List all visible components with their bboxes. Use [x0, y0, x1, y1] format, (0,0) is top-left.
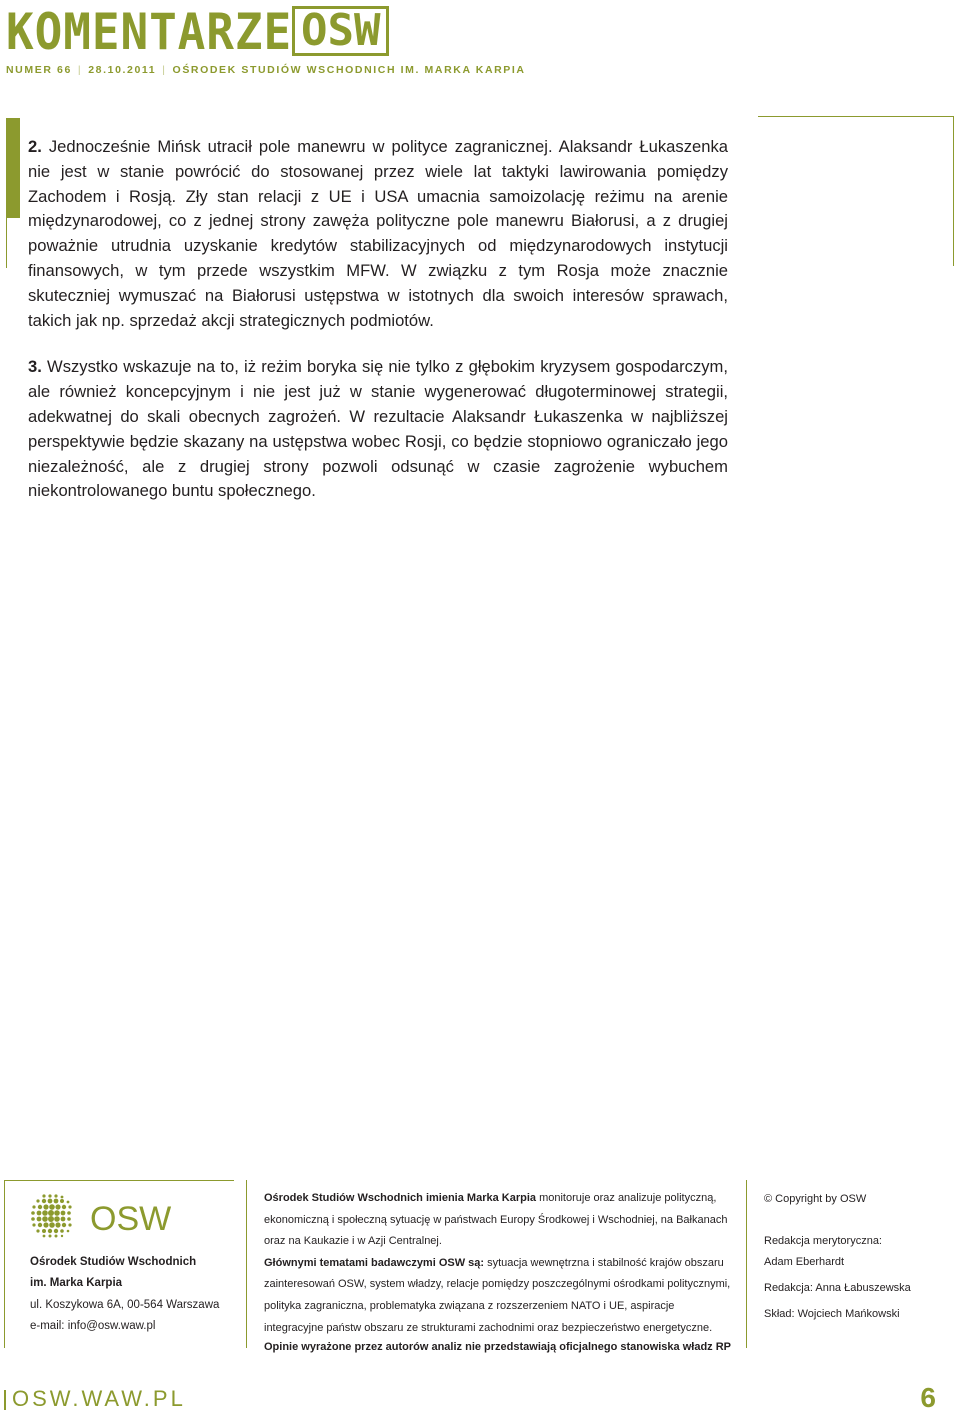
separator: |: [77, 64, 83, 76]
page-number: 6: [920, 1382, 936, 1413]
address-name-2: im. Marka Karpia: [30, 1277, 123, 1290]
redakcja-name: Adam Eberhardt: [764, 1256, 845, 1268]
corner-mark-bar: [6, 118, 20, 218]
masthead-title: [6, 3, 386, 61]
paragraph-number: 3.: [28, 357, 42, 377]
footer-about-text: [264, 1188, 734, 1339]
footer-disclaimer: Opinie wyrażone przez autorów analiz nie przedstawiają oficjalnego stanowiska władz RP: [264, 1341, 732, 1353]
paragraph-text: Wszystko wskazuje na to, iż reżim boryka się nie tylko z głębokim kryzysem gospodarczym, ale również koncepcyjnym i nie jest już w stanie wygenerować długoterminowej strategii, adekwatnej do skali obecnych zagrożeń. W rezultacie Alaksandr Łukaszenka w najbliższej perspektywie będzie skazany na ustępstwa wobec Rosji, co będzie stopniowo ograniczało jego niezależność, ale z drugiej strony pozwoli odsunąć w czasie zagrożenie wybuchem niekontrolowanego buntu społecznego.: [28, 357, 728, 501]
footer-credits: [764, 1189, 911, 1325]
about-topics-rest: sytuacja wewnętrzna i stabilność krajów obszaru zainteresowań OSW, system władzy, relacje pomiędzy poszczególnymi ośrodkami politycznymi, polityka zagraniczna, problematyka związana z rozszerzeniem NATO i UE, aspiracje integracyjne państw obszaru ze strukturami zachodnimi oraz bezpieczeństwo energetyczne.: [264, 1256, 731, 1334]
footer-address: [30, 1252, 219, 1338]
paragraph-number: 2.: [28, 137, 42, 156]
redakcja-label: Redakcja merytoryczna:: [764, 1235, 882, 1247]
logo-text: OSW: [90, 1200, 172, 1238]
redakcja-2: Redakcja: Anna Łabuszewska: [764, 1282, 911, 1294]
about-topics: [264, 1253, 734, 1339]
address-email[interactable]: e-mail: info@osw.waw.pl: [30, 1320, 156, 1333]
masthead-title-box: OSW: [292, 6, 389, 56]
about-lead-rest: monitoruje oraz analizuje polityczną, ekonomiczną i społeczną sytuację w państwach Europy Środkowej i Wschodniej, na Bałkanach oraz na Kaukazie i w Azji Centralnej.: [264, 1192, 728, 1248]
footer-rule: [246, 1180, 247, 1348]
issue-date: 28.10.2011: [88, 64, 157, 76]
osw-logo-icon: [28, 1190, 178, 1240]
footer-rule: [4, 1180, 5, 1348]
separator: |: [162, 64, 167, 76]
paragraph-3: [28, 355, 728, 504]
masthead-title-main: KOMENTARZE: [6, 3, 293, 61]
address-name: Ośrodek Studiów Wschodnich: [30, 1256, 197, 1268]
address-street: ul. Koszykowa 6A, 00-564 Warszawa: [30, 1298, 220, 1311]
footer-rule: [746, 1180, 747, 1348]
site-link[interactable]: OSW.WAW.PL: [12, 1386, 186, 1411]
about-lead: [264, 1188, 734, 1253]
corner-mark-right-horizontal: [758, 116, 954, 117]
masthead: [6, 3, 526, 76]
paragraph-2: [28, 135, 728, 333]
corner-mark-right-vertical: [953, 116, 954, 266]
masthead-subline: [6, 64, 526, 76]
bottom-bar: [4, 1390, 6, 1410]
copyright: © Copyright by OSW: [764, 1193, 867, 1205]
about-topics-bold: Głównymi tematami badawczymi OSW są:: [264, 1256, 485, 1269]
institute-name: OŚRODEK STUDIÓW WSCHODNICH IM. MARKA KARPIA: [172, 64, 526, 76]
footer-rule: [4, 1180, 234, 1181]
article-body: [28, 135, 728, 526]
sklad: Skład: Wojciech Mańkowski: [764, 1308, 900, 1320]
issue-number: NUMER 66: [6, 64, 72, 76]
paragraph-text: Jednocześnie Mińsk utracił pole manewru w polityce zagranicznej. Alaksandr Łukaszenka nie jest w stanie powrócić do stosowanej przez wiele lat taktyki lawirowania pomiędzy Zachodem i Rosją. Zły stan relacji z UE i USA umacnia samoizolację reżimu na arenie międzynarodowej, co z jednej strony zawęża polityczne pole manewru Białorusi, a z drugiej poważnie utrudnia uzyskanie kredytów stabilizacyjnych od międzynarodowych instytucji finansowych, w tym przede wszystkim MFW. W związku z tym Rosja może znacznie skuteczniej wymuszać na Białorusi ustępstwa w istotnych dla swoich interesów sprawach, takich jak np. sprzedaż akcji strategicznych podmiotów.: [28, 137, 728, 330]
about-lead-bold: Ośrodek Studiów Wschodnich imienia Marka Karpia: [264, 1192, 537, 1204]
